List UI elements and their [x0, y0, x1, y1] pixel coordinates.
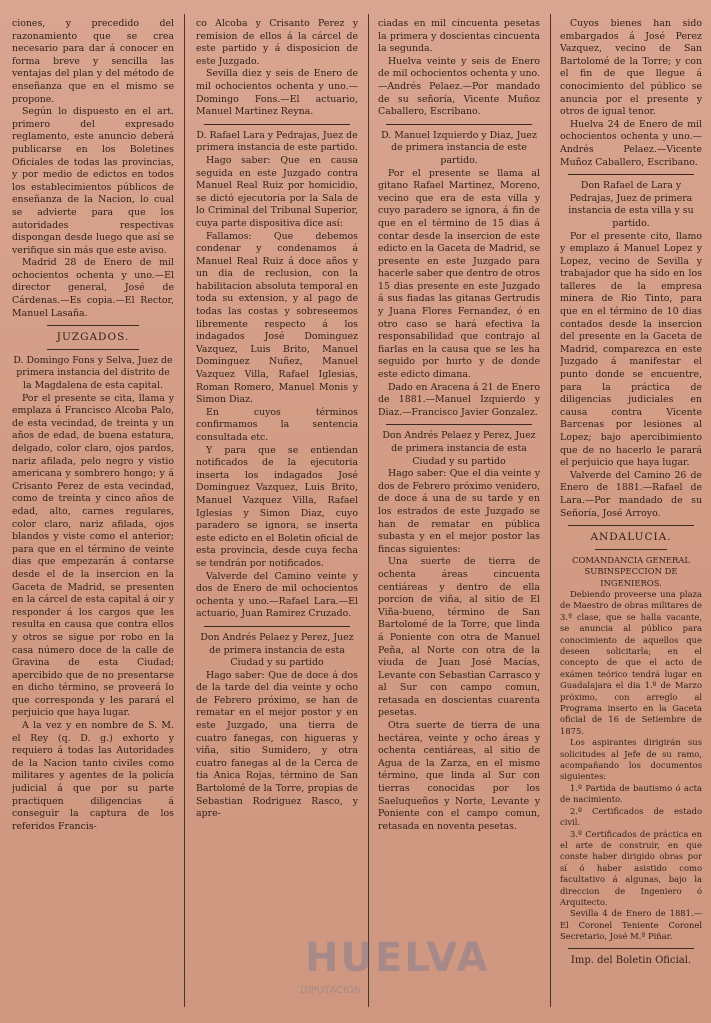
watermark-logo: HUELVA — [305, 935, 490, 981]
divider — [204, 626, 350, 627]
notice-title: COMANDANCIA GENERAL SUBINSPECCION DE INGENIEROS. — [572, 554, 690, 588]
paragraph: Sevilla diez y seis de Enero de mil ochocientos ochenta y uno.—Domingo Fons.—El actuario, Manuel Martinez Reyna. — [196, 68, 358, 118]
paragraph: Y para que se entiendan notificados de la ejecutoria inserta los indagados José Dominguez Vazquez, Luis Brito, Manuel Vazquez Villa, Rafael Iglesias y Simon Diaz, cuyo paradero se ignora, se inserta este edicto en el Boletin oficial de esta provincia, desde cuya fecha se tendrán por notificados. — [196, 444, 358, 569]
column-3 — [378, 18, 540, 1005]
paragraph: Hago saber: Que en causa seguida en este Juzgado contra Manuel Real Ruiz por homicidio, se dictó ejecutoria por la Sala de lo Criminal del Tribunal Superior, cuya parte dispositiva dice así: — [196, 154, 358, 229]
divider — [595, 549, 667, 550]
paragraph: 3.º Certificados de práctica en el arte de construir, en que conste haber dirigido obras por sí ó haber asistido como facultativo á algunas, bajo la direccion de Ingeniero ó Arquitecto. — [560, 828, 702, 907]
section-heading: JUZGADOS. — [56, 331, 130, 344]
column-4 — [560, 18, 702, 1005]
paragraph: Valverde del Camino 26 de Enero de 1881.—Rafael de Lara.—Por mandado de su Señoría, José Arroyo. — [560, 469, 702, 519]
paragraph: Madrid 28 de Enero de mil ochocientos ochenta y uno.—El director general, José de Cárdenas.—Es copia.—El Rector, Manuel Lasaña. — [12, 257, 174, 319]
column-1 — [12, 18, 174, 1005]
notice-title: Don Andrés Pelaez y Perez, Juez de primera instancia de esta Ciudad y su partido — [382, 430, 536, 467]
paragraph: ciones, y precedido del razonamiento que se crea necesario para dar á conocer en forma breve y sencilla las ventajas del plan y del método de enseñanza que en el mismo se propone. — [12, 18, 174, 105]
paragraph: Cuyos bienes han sido embargados á José Perez Vazquez, vecino de San Bartolomé de la Torre; y con el fin de que llegue á conocimiento del público se anuncia por el presente y otros de igual tenor. — [560, 18, 702, 118]
paragraph: Dado en Aracena á 21 de Enero de 1881.—Manuel Izquierdo y Diaz.—Francisco Javier Gonzalez. — [378, 381, 540, 418]
notice-title: D. Rafael Lara y Pedrajas, Juez de primera instancia de este partido. — [196, 129, 358, 154]
divider — [47, 349, 139, 350]
divider — [47, 325, 139, 326]
notice-title: D. Domingo Fons y Selva, Juez de primera instancia del distrito de la Magdalena de esta capital. — [13, 354, 173, 392]
paragraph: A la vez y en nombre de S. M. el Rey (q. D. g.) exhorto y requiero á todas las Autoridades de la Nacion tanto civiles como militares y agentes de la policía judicial á que por su parte practiquen diligencias á conseguir la captura de los referidos Francis- — [12, 720, 174, 832]
divider — [568, 525, 694, 526]
section-heading: ANDALUCIA. — [590, 531, 672, 544]
paragraph: Otra suerte de tierra de una hectárea, veinte y ocho áreas y ochenta centiáreas, al sitio de Agua de la Zarza, en el mismo término, que linda al Sur con tierras conocidas por los Saeluqueños y Norte, Levante y Poniente con el campo comun, retasada en noventa pesetas. — [378, 720, 540, 832]
paragraph: Huelva veinte y seis de Enero de mil ochocientos ochenta y uno.—Andrés Pelaez.—Por mandado de su señoría, Vicente Muñoz Caballero, Escribano. — [378, 55, 540, 118]
divider — [386, 124, 532, 125]
divider — [568, 948, 694, 949]
paragraph: Hago saber: Que el dia veinte y dos de Febrero próximo venidero, de doce á una de su tarde y en los estrados de este Juzgado se han de rematar en pública subasta y en el mejor postor las fincas siguientes: — [378, 468, 540, 555]
divider — [568, 174, 694, 175]
column-divider — [184, 14, 185, 1007]
column-2 — [196, 18, 358, 1005]
paragraph: Los aspirantes dirigirán sus solicitudes al Jefe de su ramo, acompañando los documentos siguientes: — [560, 737, 702, 782]
paragraph: Por el presente se llama al gitano Rafael Martinez, Moreno, vecino que era de esta villa y cuyo paradero se ignora, á fin de que en el término de 15 dias á contar desde la insercion de este edicto en la Gaceta de Madrid, se presente en este Juzgado para hacerle saber que dentro de otros 15 dias presente en este Juzgado á sus fiadas las gitanas Gertrudis y Juana Flores Fernandez, ó en otro caso se hará efectiva la responsabilidad que contrajo al fiarlas en la causa que se les ha seguido por hurto y de donde este edicto dimana. — [378, 167, 540, 381]
paragraph: Huelva 24 de Enero de mil ochocientos ochenta y uno.—Andrés Pelaez.—Vicente Muñoz Caballero, Escribano. — [560, 118, 702, 168]
paragraph: 1.º Partida de bautismo ó acta de nacimiento. — [560, 782, 702, 805]
paragraph: Fallamos: Que debemos condenar y condenamos á Manuel Real Ruiz á doce años y un dia de reclusion, con la habilitacion absoluta temporal en toda su extension, y al pago de todas las costas y sobreseemos libremente respecto á los indagados José Dominguez Vazquez, Luis Brito, Manuel Dominguez Nuñez, Manuel Vazquez Villa, Rafael Iglesias, Roman Romero, Manuel Monis y Simon Diaz. — [196, 230, 358, 406]
paragraph: Por el presente cito, llamo y emplazo á Manuel Lopez y Lopez, vecino de Sevilla y trabajador que ha sido en los talleres de la empresa minera de Rio Tinto, para que en el término de 10 dias contados desde la insercion del presente en la Gaceta de Madrid, comparezca en este Juzgado á manifestar el punto donde se encuentre, para la práctica de diligencias judiciales en causa contra Vicente Barcenas por lesiones al Lopez; bajo apercibimiento que de no hacerlo le parará el perjuicio que haya lugar. — [560, 230, 702, 469]
column-divider — [368, 14, 369, 1007]
notice-title: Don Andrés Pelaez y Perez, Juez de primera instancia de esta Ciudad y su partido — [200, 631, 354, 669]
notice-title: Don Rafael de Lara y Pedrajas, Juez de primera instancia de esta villa y su partido. — [568, 180, 694, 229]
notice-title: D. Manuel Izquierdo y Diaz, Juez de primera instancia de este partido. — [381, 129, 537, 166]
column-divider — [550, 14, 551, 1007]
paragraph: Hago saber: Que de doce á dos de la tarde del dia veinte y ocho de Febrero próximo, se han de rematar en el mejor postor y en este Juzgado, una tierra de cuatro fanegas, con higueras y viña, sitio Sumidero, y otra cuatro fanegas al de la Cerca de tia Anica Rojas, término de San Bartolomé de la Torre, propias de Sebastian Rodriguez Rasco, y apre- — [196, 669, 358, 820]
paragraph: Una suerte de tierra de ochenta áreas cincuenta centiáreas y dentro de ella porcion de viña, al sitio de El Viña-bueno, término de San Bartolomé de la Torre, que linda á Poniente con otra de Manuel Peña, al Norte con otra de la viuda de Juan José Macías, Levante con Sebastian Carrasco y al Sur con campo comun, retasada en doscientas cuarenta pesetas. — [378, 556, 540, 719]
paragraph: Sevilla 4 de Enero de 1881.—El Coronel Teniente Coronel Secretario, José M.ª Piñar. — [560, 908, 702, 942]
divider — [386, 424, 532, 425]
imprint: Imp. del Boletin Oficial. — [570, 954, 692, 966]
paragraph: Debiendo proveerse una plaza de Maestro de obras militares de 3.ª clase, que se halla vacante, se anuncia al público para conocimiento de aquellos que deseen solicitarla; en el concepto de que el acto de exámen teórico tendrá lugar en Guadalajara el dia 1.º de Marzo próximo, con arreglo al Programa inserto en la Gaceta oficial de 16 de Setiembre de 1875. — [560, 588, 702, 736]
paragraph: Valverde del Camino veinte y dos de Enero de mil ochocientos ochenta y uno.—Rafael Lara.—El actuario, Juan Ramirez Cruzado. — [196, 570, 358, 620]
paragraph: Por el presente se cita, llama y emplaza á Francisco Alcoba Palo, de esta vecindad, de treinta y un años de edad, de buena estatura, delgado, color claro, ojos pardos, nariz afilada, pelo negro y vistio americana y sombrero hongo; y á Crisanto Perez de esta vecindad, como de treinta y cinco años de edad, alto, carnes regulares, color claro, nariz afilada, ojos blandos y viste como el anterior; para que en el término de veinte dias que empezarán á contarse desde el de la insercion en la Gaceta de Madrid, se presenten en la cárcel de esta capital á oir y responder á los cargos que les resulta en causa que contra ellos y otros se sigue por robo en la casa número doce de la calle de Gravina de esta Ciudad; apercibido que de no presentarse en dicho término, se proveerá lo que corresponda y les parará el perjuicio que haya lugar. — [12, 392, 174, 719]
paragraph: En cuyos términos confirmamos la sentencia consultada etc. — [196, 406, 358, 443]
paragraph: co Alcoba y Crisanto Perez y remision de ellos á la cárcel de este partido y á disposicion de este Juzgado. — [196, 18, 358, 67]
watermark-subtext: DIPUTACIÓN — [300, 985, 362, 996]
paragraph: ciadas en mil cincuenta pesetas la primera y doscientas cincuenta la segunda. — [378, 18, 540, 55]
paragraph: Según lo dispuesto en el art. primero del expresado reglamento, este anuncio deberá publicarse en los Boletines Oficiales de todas las provincias, y por medio de edictos en todos los establecimientos públicos de enseñanza de la Nacion, lo cual se advierte para que los autoridades respectivas dispongan desde luego que así se verifique sin más que este aviso. — [12, 106, 174, 256]
paragraph: 2.º Certificados de estado civil. — [560, 805, 702, 828]
divider — [204, 124, 350, 125]
